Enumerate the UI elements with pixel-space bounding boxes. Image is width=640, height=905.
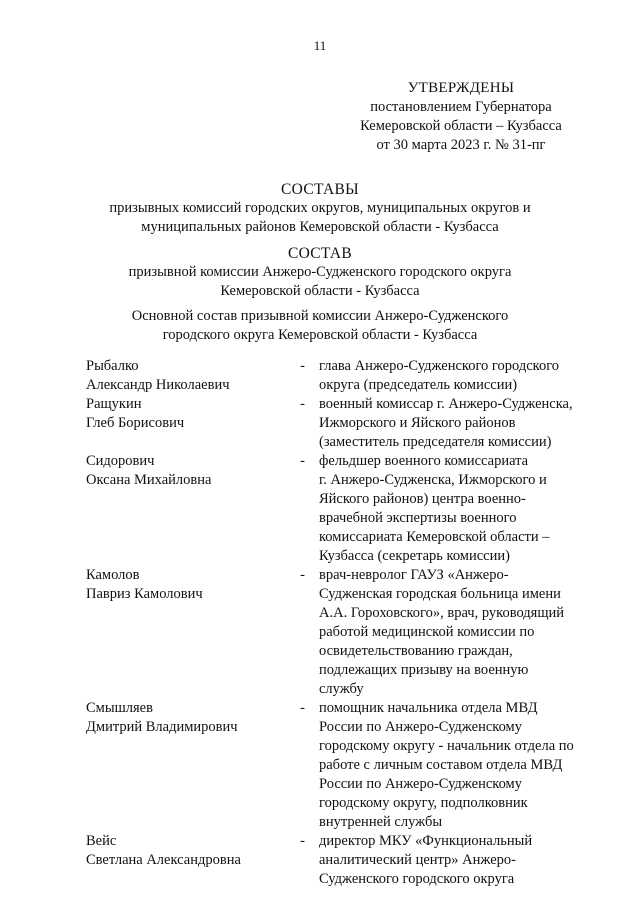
member-dash: - [300,396,305,412]
member-role-line: Судженская городская больница имени [319,586,561,602]
compositions-subtitle-line: муниципальных районов Кемеровской области - Кузбасса [141,219,499,235]
member-role-line: работе с личным составом отдела МВД [319,757,563,773]
member-role-line: аналитический центр» Анжеро- [319,852,516,868]
compositions-title: СОСТАВЫ [281,181,359,198]
member-role [319,832,606,889]
member-role-line: округа (председатель комиссии) [319,377,518,393]
member-given-names: Оксана Михайловна [86,472,212,488]
member-role-line: России по Анжеро-Судженскому [319,776,522,792]
member-dash: - [300,358,305,374]
main-composition-line: городского округа Кемеровской области - Кузбасса [162,327,478,343]
approval-line: от 30 марта 2023 г. № 31-пг [376,137,546,153]
member-name [86,395,286,433]
member-surname: Вейс [86,833,117,849]
member-role-line: службу [319,681,364,697]
member-row [86,832,606,889]
members-list [86,357,606,889]
member-given-names: Глеб Борисович [86,415,185,431]
member-role-line: врач-невролог ГАУЗ «Анжеро- [319,567,509,583]
member-role-line: городскому округу, подполковник [319,795,528,811]
member-name [86,566,286,604]
member-dash: - [300,567,305,583]
member-role-line: городскому округу - начальник отдела по [319,738,574,754]
composition-title: СОСТАВ [287,245,353,262]
member-given-names: Александр Николаевич [86,377,230,393]
compositions-heading-block [70,180,570,237]
member-dash: - [300,833,305,849]
member-role-line: г. Анжеро-Судженска, Ижморского и [319,472,547,488]
member-role-line: работой медицинской комиссии по [319,624,535,640]
member-row [86,395,606,452]
member-surname: Камолов [86,567,140,583]
member-given-names: Дмитрий Владимирович [86,719,238,735]
member-row [86,452,606,566]
member-name [86,699,286,737]
approval-line: Кемеровской области – Кузбасса [360,118,562,134]
member-surname: Рыбалко [86,358,139,374]
main-composition-heading [70,307,570,345]
member-role-line: Яйского районов) центра военно- [319,491,526,507]
member-role [319,395,606,452]
member-surname: Смышляев [86,700,153,716]
member-role-line: А.А. Гороховского», врач, руководящий [319,605,565,621]
member-role-line: помощник начальника отдела МВД [319,700,538,716]
member-role-line: (заместитель председателя комиссии) [319,434,552,450]
member-given-names: Светлана Александровна [86,852,241,868]
member-surname: Ращукин [86,396,142,412]
member-row [86,699,606,832]
member-role-line: Ижморского и Яйского районов [319,415,516,431]
approval-line: постановлением Губернатора [370,99,552,115]
member-given-names: Павриз Камолович [86,586,203,602]
member-role-line: глава Анжеро-Судженского городского [319,358,560,374]
member-name [86,357,286,395]
member-row [86,566,606,699]
member-role-line: Кузбасса (секретарь комиссии) [319,548,510,564]
member-role [319,452,606,566]
member-name [86,452,286,490]
member-row [86,357,606,395]
member-role-line: врачебной экспертизы военного [319,510,517,526]
approval-title: УТВЕРЖДЕНЫ [407,80,515,96]
member-role-line: подлежащих призыву на военную [319,662,529,678]
member-role-line: фельдшер военного комиссариата [319,453,529,469]
page-number: 11 [313,38,327,53]
compositions-subtitle-line: призывных комиссий городских округов, муниципальных округов и [109,200,531,216]
member-role [319,357,606,395]
member-role-line: военный комиссар г. Анжеро-Судженска, [319,396,573,412]
member-name [86,832,286,870]
composition-subtitle-line: призывной комиссии Анжеро-Судженского городского округа [128,264,512,280]
member-role [319,699,606,832]
member-role-line: директор МКУ «Функциональный [319,833,533,849]
member-role-line: комиссариата Кемеровской области – [319,529,550,545]
member-dash: - [300,453,305,469]
member-role [319,566,606,699]
approval-block [330,79,592,155]
member-surname: Сидорович [86,453,155,469]
member-role-line: России по Анжеро-Судженскому [319,719,522,735]
composition-subtitle-line: Кемеровской области - Кузбасса [220,283,420,299]
member-dash: - [300,700,305,716]
member-role-line: внутренней службы [319,814,443,830]
main-composition-line: Основной состав призывной комиссии Анжеро-Судженского [131,308,509,324]
member-role-line: освидетельствованию граждан, [319,643,513,659]
composition-heading-block [70,244,570,301]
member-role-line: Судженского городского округа [319,871,515,887]
